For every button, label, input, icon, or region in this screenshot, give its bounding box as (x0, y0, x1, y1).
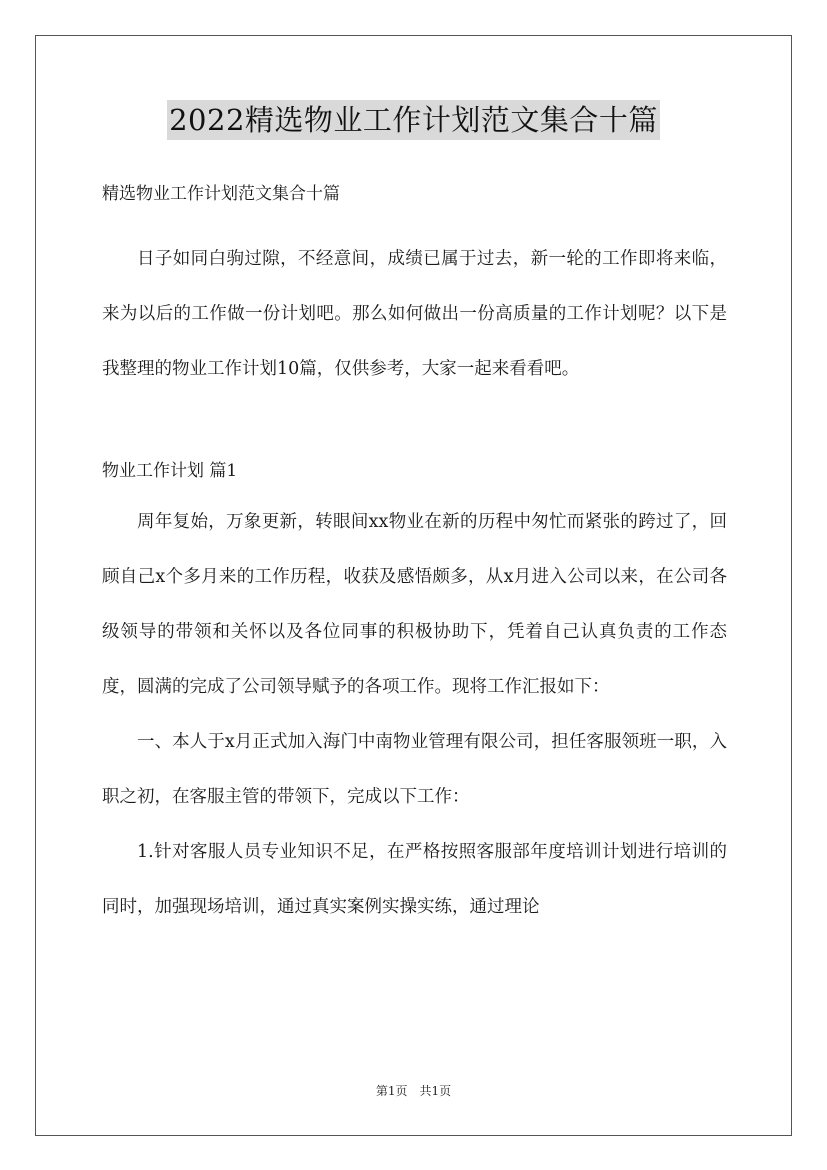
body-paragraph: 1.针对客服人员专业知识不足，在严格按照客服部年度培训计划进行培训的同时，加强现场培训，通过真实案例实操实练，通过理论 (102, 842, 727, 917)
body-paragraph: 周年复始，万象更新，转眼间xx物业在新的历程中匆忙而紧张的跨过了，回顾自己x个多月来的工作历程，收获及感悟颇多，从x月进入公司以来，在公司各级领导的带领和关怀以及各位同事的积极协助下，凭着自己认真负责的工作态度，圆满的完成了公司领导赋予的各项工作。现将工作汇报如下： (102, 512, 727, 697)
section-gap (102, 397, 727, 447)
section-title: 物业工作计划 篇1 (102, 461, 238, 481)
intro-paragraph: 日子如同白驹过隙，不经意间，成绩已属于过去，新一轮的工作即将来临，来为以后的工作做一份计划吧。那么如何做出一份高质量的工作计划呢？以下是我整理的物业工作计划10篇，仅供参考，大家一起来看看吧。 (102, 249, 727, 379)
document-body (102, 170, 727, 935)
body-paragraph: 一、本人于x月正式加入海门中南物业管理有限公司，担任客服领班一职，入职之初，在客服主管的带领下，完成以下工作： (102, 732, 727, 807)
page-footer: 第1页 共1页 (375, 1084, 452, 1098)
document-title: 2022精选物业工作计划范文集合十篇 (167, 100, 660, 140)
document-subtitle: 精选物业工作计划范文集合十篇 (102, 184, 340, 204)
title-container (0, 100, 827, 140)
